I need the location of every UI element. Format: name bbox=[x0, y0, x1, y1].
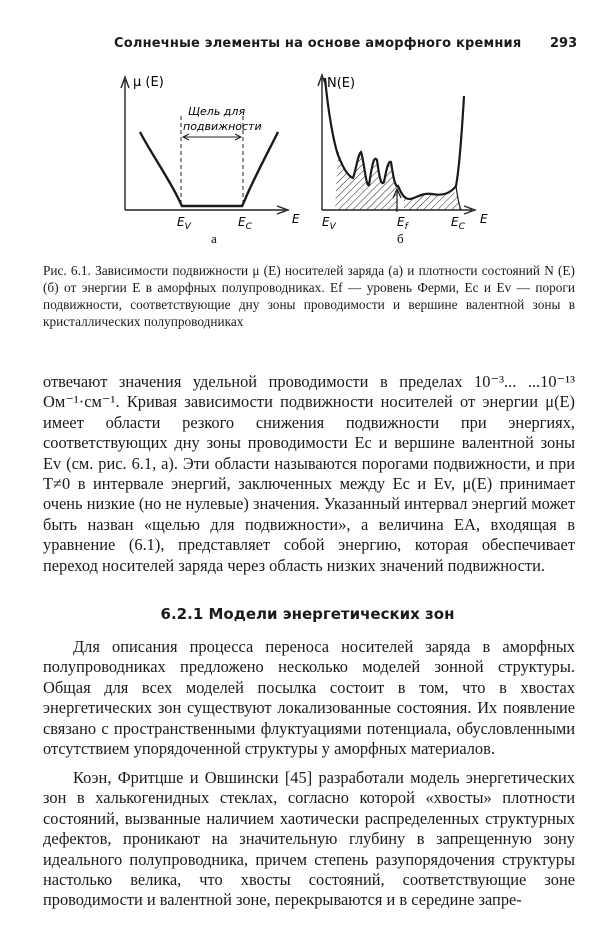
panel-a-gap-label-1: Щель для bbox=[188, 105, 246, 118]
panel-a-y-label: μ (E) bbox=[133, 75, 164, 90]
paragraph-2-text: Для описания процесса переноса носителей заряда в аморфных полупроводниках предложено несколько моделей зонной структуры. Общая для всех моделей посылка состоит в том, что в хвостах энергетических зон существуют локализованные состояния. Их появление связано с пространственными флуктуациями потенциала, обусловленными отсутствием упорядоченной структуры у аморфных материалов. bbox=[43, 637, 575, 759]
panel-b-tick-ec: $E_C$ bbox=[451, 215, 465, 232]
panel-b-letter: б bbox=[397, 231, 404, 246]
running-title: Солнечные элементы на основе аморфного кремния bbox=[114, 36, 522, 51]
paragraph-3-text: Коэн, Фритцше и Овшински [45] разработали модель энергетических зон в халькогенидных стеклах, согласно которой «хвосты» плотности состояний, вызванные наличием хаотически распределенных структурных дефектов, проникают на значительную глубину в запрещенную зону идеального полупроводника, причем степень разупорядочения структуры настолько велика, что хвосты состояний, соответствующие зоне проводимости и валентной зоне, перекрываются и в середине запре- bbox=[43, 768, 575, 910]
panel-b-y-label: N(E) bbox=[327, 76, 356, 91]
figure-caption: Рис. 6.1. Зависимости подвижности μ (E) носителей заряда (а) и плотности состояний N (E) (б) от энергии E в аморфных полупроводниках. Ef — уровень Ферми, Ec и Ev — пороги подвижности, соответствующие дну зоны проводимости и вершине валентной зоны в кристаллических полупроводниках bbox=[43, 263, 575, 329]
paragraph-2 bbox=[43, 637, 575, 759]
running-header bbox=[0, 34, 615, 54]
panel-b-hatch-valence bbox=[322, 150, 398, 210]
panel-a bbox=[121, 75, 300, 246]
panel-b-x-label: E bbox=[480, 212, 488, 226]
panel-a-gap-label-2: подвижности bbox=[183, 120, 262, 133]
section-title: 6.2.1 Модели энергетических зон bbox=[160, 605, 455, 623]
panel-a-x-label: E bbox=[292, 212, 300, 226]
paragraph-1-text: отвечают значения удельной проводимости в пределах 10⁻³... ...10⁻¹³ Ом⁻¹·см⁻¹. Кривая зависимости подвижности носителей от энергии μ(E) имеет области резкого снижения подвижности при энергиях, соответствующих дну зоны проводимости Ec и вершине валентной зоны Ev (см. рис. 6.1, а). Эти области называются порогами подвижности, и при T≠0 в интервале энергий, заключенных между Ec и Ev, μ(E) принимает очень низкие (но не нулевые) значения. Указанный интервал энергий может быть назван «щелью для подвижности», а величина EA, входящая в уравнение (6.1), представляет собой энергию, которая обеспечивает переход носителей заряда через область низких значений подвижности. bbox=[43, 372, 575, 575]
panel-a-tick-ec: $E_C$ bbox=[238, 215, 252, 232]
paragraph-1 bbox=[43, 372, 575, 576]
panel-a-mobility-curve bbox=[140, 132, 278, 206]
panel-a-letter: а bbox=[211, 231, 217, 246]
panel-b bbox=[318, 75, 488, 246]
panel-a-tick-ev: $E_V$ bbox=[177, 215, 191, 232]
figure-6-1 bbox=[0, 60, 615, 260]
panel-b-tick-ef: $E_f$ bbox=[397, 215, 408, 232]
paragraph-3 bbox=[43, 768, 575, 911]
page-number: 293 bbox=[550, 36, 578, 51]
panel-b-tick-ev: $E_V$ bbox=[322, 215, 336, 232]
